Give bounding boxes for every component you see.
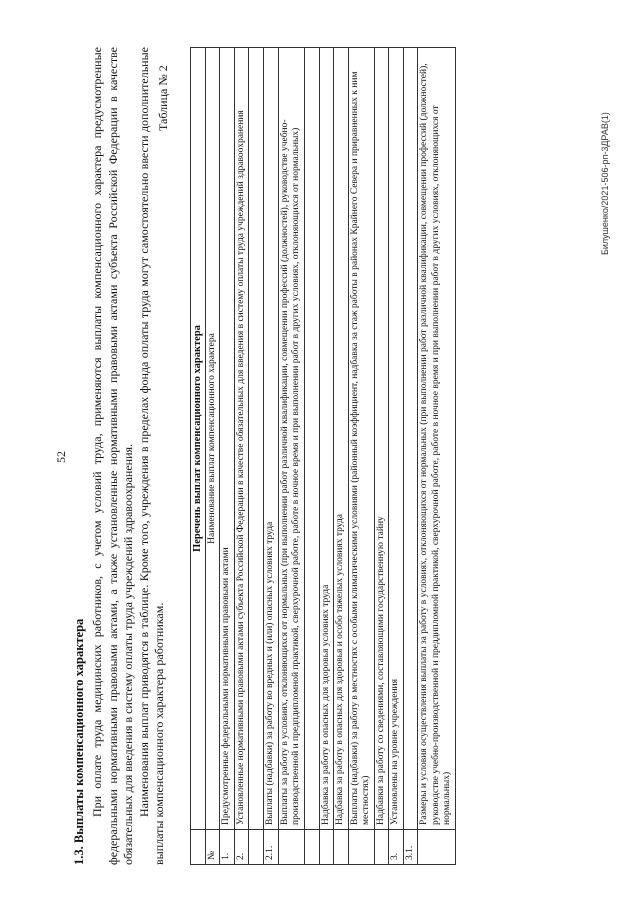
row-number [418,830,456,865]
row-number: 2.1. [264,830,279,865]
col-name-header: Наименование выплат компенсационного характера [205,48,220,830]
row-text [403,48,418,830]
row-text: Надбавка за работу в опасных для здоровья условиях труда [319,48,334,830]
row-number: 1. [220,830,235,865]
table-row [389,48,404,865]
row-number [374,830,389,865]
col-num-header: № [205,830,220,865]
row-text: Установленные нормативными правовыми актами субъекта Российской Федерации в качестве обязательных для введения в систему оплаты труда учреждений здравоохранения [234,48,249,830]
row-number [334,830,349,865]
row-text [249,48,264,830]
table-row [249,48,264,865]
row-text: Предусмотренные федеральными нормативными правовыми актами [220,48,235,830]
table-body [220,48,456,865]
table-header: Перечень выплат компенсационного характера [191,48,206,830]
row-text: Установлены на уровне учреждения [389,48,404,830]
paragraph: При оплате труда медицинских работников, с учетом условий труда, применяются выплаты компенсационного характера предусмотренные федеральными нормативными правовыми актами, а также установленные нормативными правовыми актами субъекта Российской Федерации в качестве обязательных для введения в систему оплаты труда учреждений здравоохранения. [90,47,135,865]
table-row [319,48,334,865]
row-number: 2. [234,830,249,865]
row-text: Выплаты (надбавки) за работу в местностях с особыми климатическими условиями (районный коэффициент, надбавка за стаж работы в районах Крайнего Севера и приравненных к ним местностях) [348,48,374,830]
row-number: 3. [389,830,404,865]
row-number [348,830,374,865]
table-row [234,48,249,865]
table-row [334,48,349,865]
table-header-row [191,48,206,865]
paragraph: Наименования выплат приводятся в таблице. Кроме того, учреждения в пределах фонда оплаты труда могут самостоятельно ввести дополнительные выплаты компенсационного характера работникам. [136,47,166,865]
section-title: 1.3. Выплаты компенсационного характера [72,618,86,865]
row-number [249,830,264,865]
row-text: Размеры и условия осуществления выплаты за работу в условиях, отклоняющихся от нормальных (при выполнении работ различной квалификации, совмещении профессий (должностей), руководстве учебно-производственной и преддипломной практикой, сверхурочной работе, работе в ночное время и при выполнении работ в других условиях, отклоняющихся от нормальных) [418,48,456,830]
table-row [348,48,374,865]
row-number [278,830,304,865]
table-caption: Таблица № 2 [156,65,170,131]
table-corner-cell [191,830,206,865]
table-row [264,48,279,865]
row-text: Выплаты за работу в условиях, отклоняющихся от нормальных (при выполнении работ различной квалификации, совмещении профессий (должностей), руководстве учебно-производственной и предпдипломной практикой, сверхурочной работе, работе в ночное время и при выполнении работ в других условиях, отклоняющихся от нормальных) [278,48,304,830]
table-row [418,48,456,865]
page-number: 52 [54,451,68,463]
table-row [304,48,319,865]
row-text: Выплаты (надбавки) за работу во вредных и (или) опасных условиях труда [264,48,279,830]
table-row [403,48,418,865]
row-number: 3.1. [403,830,418,865]
table-row [220,48,235,865]
row-text: Надбавка за работу в опасных для здоровья и особо тяжелых условиях труда [334,48,349,830]
row-number [319,830,334,865]
table-subheader-row [205,48,220,865]
compensation-table [190,47,456,865]
row-number [304,830,319,865]
row-text: Надбавки за работу со сведениями, составляющими государственную тайну [374,48,389,830]
row-text [304,48,319,830]
table-row [374,48,389,865]
footer-code: Билушенко/2021-506-рп-3ДРАВ(1) [600,112,610,255]
body-text [90,47,168,865]
table-row [278,48,304,865]
